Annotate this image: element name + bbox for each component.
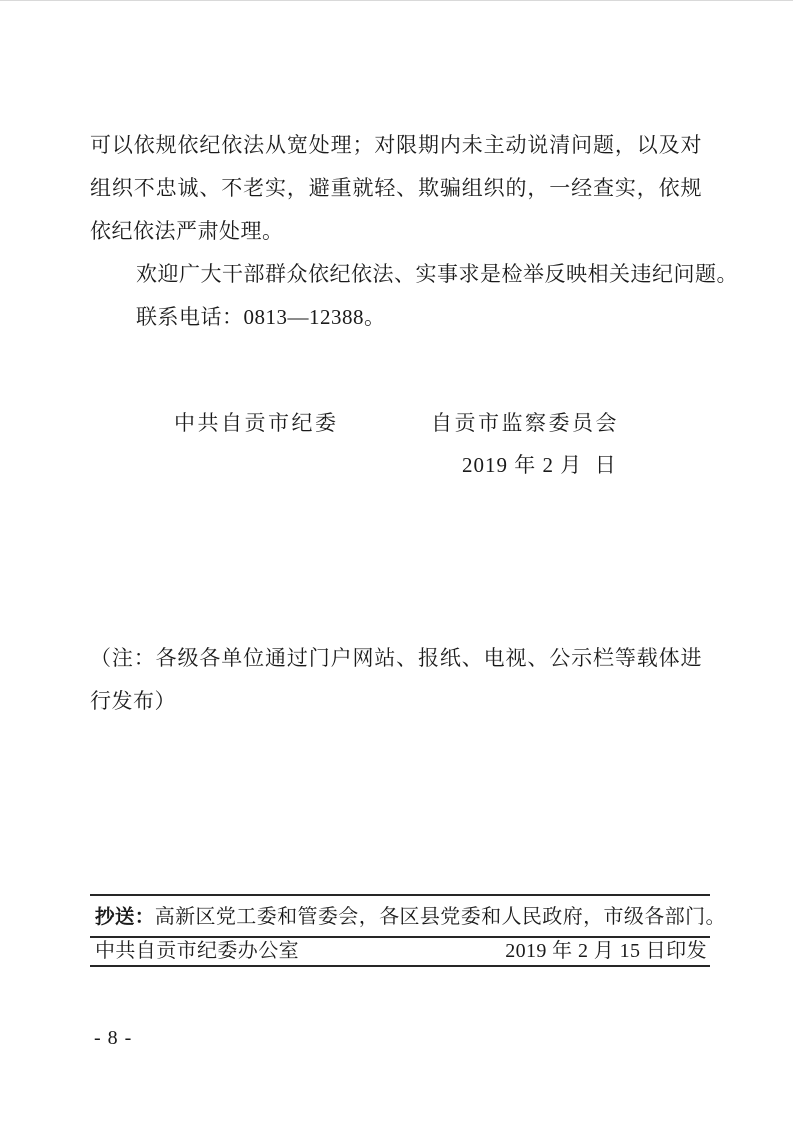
report-welcome-line: 欢迎广大干部群众依纪依法、实事求是检举反映相关违纪问题。	[136, 262, 738, 286]
issuer-line	[95, 937, 707, 965]
cc-text: 高新区党工委和管委会，各区县党委和人民政府，市级各部门。	[154, 906, 726, 928]
body-text-line: 组织不忠诚、不老实，避重就轻、欺骗组织的，一经查实，依规	[90, 176, 702, 200]
cc-line	[95, 899, 726, 935]
signature-org-right: 自贡市监察委员会	[431, 411, 619, 435]
signature-date: 2019 年 2 月 日	[462, 453, 617, 477]
note-line: （注：各级各单位通过门户网站、报纸、电视、公示栏等载体进	[90, 646, 702, 670]
print-date: 2019 年 2 月 15 日印发	[505, 940, 707, 962]
contact-phone-line: 联系电话：0813—12388。	[136, 305, 386, 329]
footer-rule-top	[90, 894, 710, 896]
note-line: 行发布）	[90, 689, 176, 713]
footer-rule-bottom	[90, 965, 710, 967]
body-text-line: 可以依规依纪依法从宽处理；对限期内未主动说清问题，以及对	[90, 133, 702, 157]
body-text-line: 依纪依法严肃处理。	[90, 219, 284, 243]
page-number: - 8 -	[94, 1027, 133, 1049]
signature-org-left: 中共自贡市纪委	[174, 411, 339, 435]
issuer-office: 中共自贡市纪委办公室	[95, 940, 299, 962]
scan-edge-line	[0, 0, 793, 1]
cc-label: 抄送：	[95, 906, 155, 928]
